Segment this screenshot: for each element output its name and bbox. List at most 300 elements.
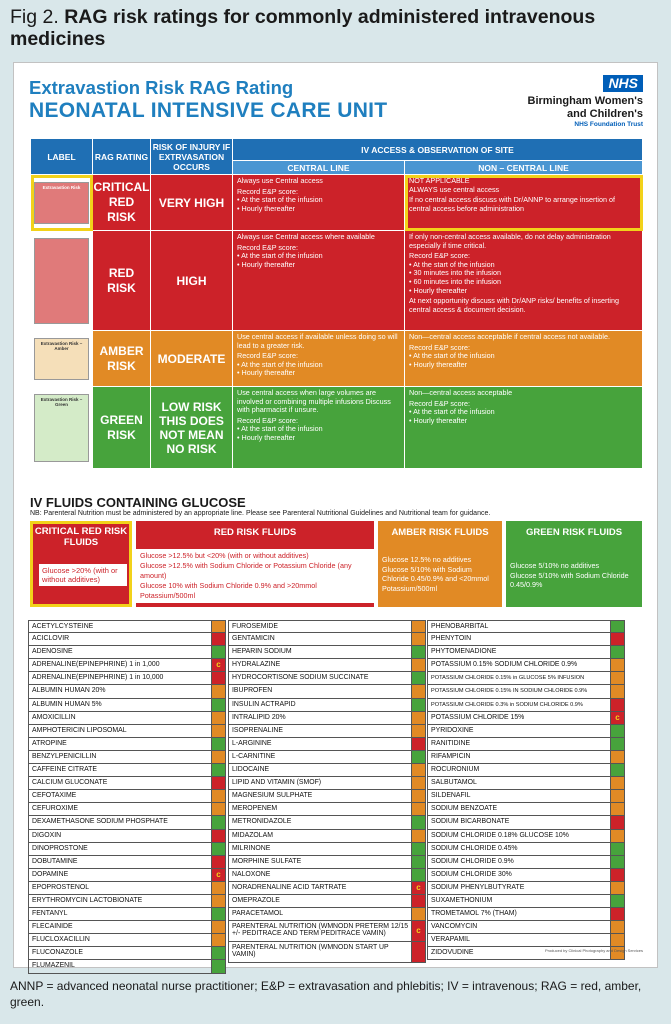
rag-rating: GREEN RISK (93, 387, 151, 469)
central-line-guidance (233, 231, 405, 331)
drug-name: ADRENALINE(EPINEPHRINE) 1 in 1,000 (32, 661, 160, 669)
rag-rating-swatch (211, 777, 225, 789)
drug-row (228, 725, 426, 738)
rag-rating-swatch (411, 633, 425, 645)
drug-row (427, 869, 625, 882)
header-rag: RAG RATING (93, 139, 151, 175)
header-non-central-line: NON – CENTRAL LINE (405, 161, 643, 175)
drug-name: OMEPRAZOLE (232, 896, 280, 904)
guidance-text: If only non-central access available, do not delay administration especially if time critical. (409, 232, 611, 250)
drug-row (427, 790, 625, 803)
drug-row (228, 816, 426, 829)
guidance-text: Use central access when large volumes are involved or combining multiple infusions Discuss with pharmacist if unsure. (237, 388, 391, 415)
guidance-text: Non—central access acceptable if central access not available. (409, 332, 610, 341)
rag-rating-swatch (211, 856, 225, 868)
drug-row (28, 659, 226, 672)
rag-rating-swatch (211, 895, 225, 907)
drug-row (427, 646, 625, 659)
drug-row (228, 712, 426, 725)
label-thumbnail-cell (31, 387, 93, 469)
drug-row (28, 672, 226, 685)
drug-name: FLUMAZENIL (32, 962, 75, 970)
trust-subtitle: NHS Foundation Trust (574, 121, 643, 128)
drug-row (228, 620, 426, 633)
rag-rating-swatch (211, 699, 225, 711)
rag-rating-swatch (610, 843, 624, 855)
drug-name: IBUPROFEN (232, 687, 273, 695)
drug-row (228, 777, 426, 790)
risk-of-injury: VERY HIGH (151, 175, 233, 231)
drug-row (427, 751, 625, 764)
drug-row (427, 895, 625, 908)
drug-row (427, 738, 625, 751)
drug-row (28, 960, 226, 973)
drug-row (28, 790, 226, 803)
rag-rating-swatch (610, 659, 624, 671)
rag-rating-swatch: c (211, 869, 225, 881)
rag-rating-swatch (211, 725, 225, 737)
rag-rating-swatch (610, 777, 624, 789)
drug-name: SODIUM CHLORIDE 0.18% GLUCOSE 10% (431, 831, 569, 839)
drug-name: MIDAZOLAM (232, 831, 273, 839)
non-central-line-guidance (405, 175, 643, 231)
drug-name: SILDENAFIL (431, 792, 471, 800)
trust-name: Birmingham Women's and Children's (527, 95, 643, 120)
rag-rating-swatch (411, 764, 425, 776)
rag-rating-swatch (411, 751, 425, 763)
drug-name: RANITIDINE (431, 739, 471, 747)
red-fluids-heading: RED RISK FLUIDS (213, 527, 297, 538)
label-thumbnail-cell (31, 331, 93, 387)
drug-name: CALCIUM GLUCONATE (32, 779, 108, 787)
rag-rating-swatch (211, 685, 225, 697)
drug-name: CEFOTAXIME (32, 792, 77, 800)
rag-rating-swatch (610, 751, 624, 763)
rag-rating-swatch (610, 672, 624, 684)
guidance-text: If no central access discuss with Dr/ANNP to arrange insertion of central access before administration (409, 195, 615, 213)
label-thumbnail: Extravastion Risk – Amber (34, 338, 89, 380)
green-fluids-box (506, 521, 642, 607)
rag-rating-swatch (610, 790, 624, 802)
rag-rating-swatch (610, 830, 624, 842)
rag-rating-swatch (411, 685, 425, 697)
drug-name: POTASSIUM CHLORIDE 0.3% in SODIUM CHLORIDE 0.9% (431, 701, 583, 708)
nhs-branding (523, 75, 643, 128)
label-thumbnail: Extravastion Risk (34, 182, 89, 224)
rag-rating: CRITICAL RED RISK (93, 175, 151, 231)
drug-name: METRONIDAZOLE (232, 818, 292, 826)
drug-row (28, 620, 226, 633)
drug-name: PHYTOMENADIONE (431, 648, 497, 656)
guidance-text: Record E&P score: • At the start of the infusion • Hourly thereafter (237, 242, 323, 269)
rag-rating-swatch (211, 646, 225, 658)
drug-name: INSULIN ACTRAPID (232, 700, 296, 708)
drug-row (28, 947, 226, 960)
rag-rating-swatch (411, 816, 425, 828)
rag-rating-swatch (411, 830, 425, 842)
rag-rating-swatch (211, 672, 225, 684)
drug-row (427, 934, 625, 947)
drug-row (228, 921, 426, 942)
drug-row (427, 843, 625, 856)
drug-row (228, 830, 426, 843)
guidance-text: Record E&P score: • At the start of the infusion • Hourly thereafter (237, 351, 323, 378)
drug-name: BENZYLPENICILLIN (32, 752, 97, 760)
drug-name: POTASSIUM CHLORIDE 0.15% in GLUCOSE 5% INFUSION (431, 675, 585, 682)
drug-name: VANCOMYCIN (431, 923, 478, 931)
drug-row (228, 790, 426, 803)
drug-row (427, 908, 625, 921)
drug-name: LIPID AND VITAMIN (SMOF) (232, 779, 322, 787)
drug-name: PYRIDOXINE (431, 726, 474, 734)
rag-rating-swatch (211, 830, 225, 842)
glucose-note: NB: Parenteral Nutrition must be administered by an appropriate line. Please see Parenteral Nutritional Guidelines and Nutritional team for guidance. (30, 510, 491, 517)
drug-name: DIGOXIN (32, 831, 62, 839)
drug-name: ATROPINE (32, 739, 67, 747)
drug-name: FLUCLOXACILLIN (32, 936, 90, 944)
rag-rating-swatch (211, 947, 225, 959)
drug-row (427, 712, 625, 725)
rag-rating-swatch (211, 934, 225, 946)
drug-name: HYDRALAZINE (232, 661, 281, 669)
drug-name: AMOXICILLIN (32, 713, 76, 721)
drug-row (28, 934, 226, 947)
drug-name: ERYTHROMYCIN LACTOBIONATE (32, 896, 143, 904)
drug-name: PARENTERAL NUTRITION (WMNODN PRETERM 12/15 +/- PEDITRACE AND TERM PEDITRACE VAMIN) (232, 923, 409, 938)
risk-of-injury: HIGH (151, 231, 233, 331)
rag-rating-swatch (411, 942, 425, 962)
drug-row (28, 685, 226, 698)
rag-rating-swatch (411, 672, 425, 684)
drug-name: LIDOCAINE (232, 766, 270, 774)
drug-name: ROCURONIUM (431, 766, 480, 774)
drug-name: CAFFEINE CITRATE (32, 766, 97, 774)
rag-rating-swatch (610, 764, 624, 776)
drug-row (228, 646, 426, 659)
green-fluids-body: Glucose 5/10% no additives Glucose 5/10% with Sodium Chloride 0.45/0.9% (510, 561, 629, 589)
drug-name: PHENOBARBITAL (431, 623, 489, 630)
drug-name: DOBUTAMINE (32, 857, 78, 865)
drug-row (427, 777, 625, 790)
rag-rating-swatch (211, 921, 225, 933)
amber-fluids-heading: AMBER RISK FLUIDS (391, 527, 489, 538)
drug-name: FLUCONAZOLE (32, 949, 83, 957)
rag-row (31, 331, 643, 387)
header-label: LABEL (31, 139, 93, 175)
rag-rating-swatch (411, 790, 425, 802)
drug-row (28, 882, 226, 895)
drug-name: FLECAINIDE (32, 923, 73, 931)
drug-name: L-ARGININE (232, 739, 272, 747)
glucose-section-title: IV FLUIDS CONTAINING GLUCOSE (30, 495, 246, 510)
amber-fluids-box (378, 521, 502, 607)
header-iv-access: IV ACCESS & OBSERVATION OF SITE (233, 139, 643, 161)
guidance-text: Non—central access acceptable (409, 388, 513, 397)
rag-rating-swatch (211, 960, 225, 972)
risk-of-injury: LOW RISK THIS DOES NOT MEAN NO RISK (151, 387, 233, 469)
rag-rating-swatch (610, 685, 624, 697)
drug-row (427, 816, 625, 829)
poster-title: Extravastion Risk RAG Rating (29, 77, 294, 98)
guidance-text: NOT APPLICABLE ALWAYS use central access (409, 176, 500, 194)
drug-row (228, 672, 426, 685)
drug-list-column-1 (28, 620, 226, 974)
non-central-line-guidance (405, 331, 643, 387)
rag-rating-swatch (411, 803, 425, 815)
drug-row (228, 764, 426, 777)
drug-row (228, 685, 426, 698)
rag-rating-swatch (211, 621, 225, 632)
drug-name: SODIUM CHLORIDE 0.45% (431, 844, 518, 852)
drug-name: TROMETAMOL 7% (THAM) (431, 910, 517, 918)
drug-name: SODIUM CHLORIDE 0.9% (431, 857, 514, 865)
rag-rating-swatch (211, 712, 225, 724)
rag-rating-swatch: c (411, 882, 425, 894)
drug-row (28, 751, 226, 764)
rag-rating-swatch: c (211, 659, 225, 671)
drug-name: ZIDOVUDINE (431, 949, 474, 957)
drug-list-column-3 (427, 620, 625, 960)
rag-rating-swatch (211, 843, 225, 855)
drug-row (28, 699, 226, 712)
rag-rating-swatch (610, 725, 624, 737)
drug-row (228, 659, 426, 672)
drug-name: PARENTERAL NUTRITION (WMNODN START UP VAMIN) (232, 944, 389, 959)
drug-row (228, 895, 426, 908)
rag-rating-swatch (211, 908, 225, 920)
rag-row (31, 175, 643, 231)
drug-row (28, 856, 226, 869)
non-central-line-guidance (405, 231, 643, 331)
figure-label: Fig 2. (10, 6, 59, 28)
drug-name: ADRENALINE(EPINEPHRINE) 1 in 10,000 (32, 674, 164, 682)
drug-row (28, 895, 226, 908)
drug-name: DINOPROSTONE (32, 844, 88, 852)
drug-name: MILRINONE (232, 844, 271, 852)
drug-name: SUXAMETHONIUM (431, 896, 493, 904)
rag-rating-swatch (211, 790, 225, 802)
rag-rating-swatch (610, 621, 624, 632)
drug-name: GENTAMICIN (232, 635, 275, 643)
drug-name: EPOPROSTENOL (32, 883, 90, 891)
drug-row (28, 843, 226, 856)
drug-name: L-CARNITINE (232, 752, 276, 760)
drug-row (427, 830, 625, 843)
drug-row (28, 725, 226, 738)
figure-title (10, 6, 650, 50)
drug-name: SODIUM BENZOATE (431, 805, 498, 813)
guidance-text: Record E&P score: • At the start of the infusion • Hourly thereafter (237, 415, 323, 442)
rag-rating-swatch (411, 646, 425, 658)
drug-row (228, 751, 426, 764)
rag-rating-swatch (211, 764, 225, 776)
drug-row (228, 869, 426, 882)
rag-rating-swatch (411, 712, 425, 724)
drug-row (28, 830, 226, 843)
rag-rating-swatch (211, 882, 225, 894)
rag-rating-swatch (610, 908, 624, 920)
poster-header (29, 77, 387, 123)
drug-name: ACETYLCYSTEINE (32, 623, 94, 630)
drug-row (228, 942, 426, 963)
drug-row (28, 712, 226, 725)
producer-credit: Produced by Clinical Photography and Design Services (544, 948, 643, 953)
drug-name: DEXAMETHASONE SODIUM PHOSPHATE (32, 818, 168, 826)
drug-row (228, 803, 426, 816)
risk-of-injury: MODERATE (151, 331, 233, 387)
drug-row (28, 646, 226, 659)
rag-rating-swatch (610, 803, 624, 815)
drug-row (427, 659, 625, 672)
drug-row (427, 803, 625, 816)
drug-row (228, 882, 426, 895)
rag-rating-swatch (411, 738, 425, 750)
footnote: ANNP = advanced neonatal nurse practitioner; E&P = extravasation and phlebitis; IV = intravenous; RAG = red, amber, green. (10, 979, 642, 1009)
rag-rating-swatch (411, 699, 425, 711)
header-central-line: CENTRAL LINE (233, 161, 405, 175)
drug-row (228, 843, 426, 856)
guidance-text: Record E&P score: • At the start of the infusion • Hourly thereafter (409, 398, 495, 425)
rag-row (31, 231, 643, 331)
rag-rating-swatch (610, 633, 624, 645)
rag-rating-swatch (610, 869, 624, 881)
rag-rating-swatch (411, 869, 425, 881)
critical-fluids-heading: CRITICAL RED RISK FLUIDS (34, 526, 128, 548)
rag-rating-swatch (610, 921, 624, 933)
rag-rating-swatch (411, 895, 425, 907)
drug-row (28, 921, 226, 934)
drug-row (228, 856, 426, 869)
drug-name: ACICLOVIR (32, 635, 70, 643)
drug-name: FENTANYL (32, 910, 68, 918)
drug-row (28, 777, 226, 790)
drug-name: AMPHOTERICIN LIPOSOMAL (32, 726, 127, 734)
drug-row (28, 869, 226, 882)
drug-name: SALBUTAMOL (431, 779, 477, 787)
red-fluids-box (136, 521, 374, 607)
drug-name: MAGNESIUM SULPHATE (232, 792, 313, 800)
green-fluids-heading: GREEN RISK FLUIDS (525, 527, 623, 538)
rag-rating-swatch (211, 738, 225, 750)
drug-row (427, 921, 625, 934)
drug-name: MORPHINE SULFATE (232, 857, 302, 865)
drug-row (427, 620, 625, 633)
header-risk: RISK OF INJURY IF EXTRVASATION OCCURS (151, 139, 233, 175)
rag-rating-swatch (610, 934, 624, 946)
drug-name: MEROPENEM (232, 805, 278, 813)
rag-rating-swatch (411, 843, 425, 855)
label-thumbnail: Extravastion Risk – Green (34, 394, 89, 462)
critical-fluids-body: Glucose >20% (with or without additives) (39, 564, 127, 586)
rag-rating-swatch (411, 621, 425, 632)
drug-row (28, 908, 226, 921)
drug-name: NALOXONE (232, 870, 271, 878)
drug-name: ISOPRENALINE (232, 726, 283, 734)
critical-fluids-box (30, 521, 132, 607)
rag-rating-swatch (411, 659, 425, 671)
drug-name: PARACETAMOL (232, 910, 284, 918)
drug-name: ALBUMIN HUMAN 5% (32, 700, 102, 708)
drug-name: POTASSIUM CHLORIDE 15% (431, 713, 525, 721)
guidance-text: Record E&P score: • At the start of the infusion • Hourly thereafter (237, 186, 323, 213)
drug-name: POTASSIUM 0.15% SODIUM CHLORIDE 0.9% (431, 661, 578, 669)
drug-name: PHENYTOIN (431, 635, 472, 643)
figure-title-text: RAG risk ratings for commonly administered intravenous medicines (10, 6, 596, 50)
rag-rating: RED RISK (93, 231, 151, 331)
drug-row (228, 633, 426, 646)
rag-row (31, 387, 643, 469)
drug-row (28, 738, 226, 751)
rag-rating-swatch (411, 856, 425, 868)
drug-row (427, 764, 625, 777)
amber-fluids-body: Glucose 12.5% no additives Glucose 5/10% with Sodium Chloride 0.45/0.9% and <20mmol Potassium/500ml (382, 555, 489, 593)
rag-rating-swatch (610, 856, 624, 868)
drug-row (427, 725, 625, 738)
poster-subtitle: NEONATAL INTENSIVE CARE UNIT (29, 99, 388, 122)
drug-row (28, 633, 226, 646)
rag-rating-swatch (411, 725, 425, 737)
drug-name: SODIUM PHENYLBUTYRATE (431, 883, 525, 891)
drug-name: DOPAMINE (32, 870, 69, 878)
drug-name: SODIUM BICARBONATE (431, 818, 510, 826)
drug-row (28, 803, 226, 816)
drug-name: ALBUMIN HUMAN 20% (32, 687, 106, 695)
drug-row (228, 699, 426, 712)
drug-row (427, 882, 625, 895)
central-line-guidance (233, 331, 405, 387)
rag-rating-table (30, 138, 643, 469)
drug-name: RIFAMPICIN (431, 752, 471, 760)
guidance-text: Always use Central access (237, 176, 323, 185)
central-line-guidance (233, 175, 405, 231)
guidance-text: Record E&P score: • At the start of the infusion • 30 minutes into the infusion • 60 minutes into the infusion • Hourly thereafter (409, 251, 502, 295)
drug-name: FUROSEMIDE (232, 623, 278, 630)
rag-rating-swatch (610, 738, 624, 750)
rag-rating-swatch (211, 633, 225, 645)
drug-name: HYDROCORTISONE SODIUM SUCCINATE (232, 674, 369, 682)
drug-row (228, 738, 426, 751)
drug-row (427, 685, 625, 698)
drug-name: ADENOSINE (32, 648, 73, 656)
drug-row (28, 816, 226, 829)
rag-rating-swatch (610, 646, 624, 658)
drug-row (28, 764, 226, 777)
drug-name: INTRALIPID 20% (232, 713, 286, 721)
rag-rating-swatch (211, 751, 225, 763)
rag-poster (13, 62, 658, 968)
guidance-text: Always use Central access where available (237, 232, 375, 241)
drug-row (427, 633, 625, 646)
label-thumbnail (34, 238, 89, 324)
drug-name: SODIUM CHLORIDE 30% (431, 870, 512, 878)
non-central-line-guidance (405, 387, 643, 469)
rag-rating-swatch (211, 816, 225, 828)
drug-name: HEPARIN SODIUM (232, 648, 292, 656)
drug-row (427, 856, 625, 869)
nhs-logo: NHS (603, 75, 643, 92)
drug-name: CEFUROXIME (32, 805, 78, 813)
label-thumbnail-cell (31, 175, 93, 231)
rag-rating-swatch (610, 816, 624, 828)
guidance-text: At next opportunity discuss with Dr/ANP risks/ benefits of inserting central access & document decision. (409, 296, 619, 314)
guidance-text: Use central access if available unless doing so will lead to a greater risk. (237, 332, 398, 350)
central-line-guidance (233, 387, 405, 469)
rag-rating-swatch: c (610, 712, 624, 724)
drug-list-column-2 (228, 620, 426, 963)
guidance-text: Record E&P score: • At the start of the infusion • Hourly thereafter (409, 342, 495, 369)
drug-row (427, 672, 625, 685)
drug-name: NORADRENALINE ACID TARTRATE (232, 883, 347, 891)
